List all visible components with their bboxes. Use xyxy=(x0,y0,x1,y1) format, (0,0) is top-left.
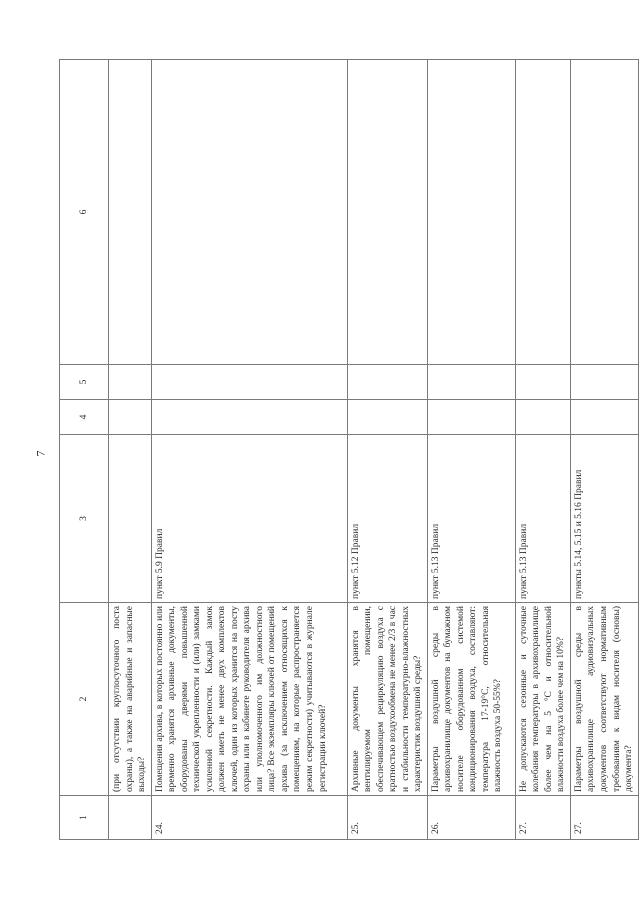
row-col-5 xyxy=(570,365,638,400)
row-col-4 xyxy=(151,400,347,435)
row-reference: пункт 5.13 Правил xyxy=(515,435,570,603)
header-col-2: 2 xyxy=(60,603,109,796)
row-reference: пункт 5.9 Правил xyxy=(151,435,347,603)
row-question: Параметры воздушной среды в архивохранилище документов на бумажном носителе оборудованном системой кондиционирования воздуха, составляют: температура 17-19°С, относительная влажность воздуха 50-55%? xyxy=(427,603,515,796)
row-question: Помещения архива, в которых постоянно или временно хранятся архивные документы, оборудованы дверями повышенной технической укрепленности и (или) замками усиленной секретности. Каждый замок должен иметь не менее двух комплектов ключей, один из которых хранится на посту охраны или в кабинете руководителя архива или уполномоченного им должностного лица? Все экземпляры ключей от помещений архива (за исключением относящихся к помещениям, на которые распространяется режим секретности) учитываются в журнале регистрации ключей? xyxy=(151,603,347,796)
table-row xyxy=(109,60,152,840)
row-col-6 xyxy=(347,60,427,365)
row-reference: пункт 5.13 Правил xyxy=(427,435,515,603)
row-number: 25. xyxy=(347,796,427,840)
row-col-5 xyxy=(151,365,347,400)
row-col-6 xyxy=(570,60,638,365)
table-row xyxy=(427,60,515,840)
row-number: 26. xyxy=(427,796,515,840)
table-row xyxy=(570,60,638,840)
table-row xyxy=(515,60,570,840)
table-row xyxy=(151,60,347,840)
page-number: 7 xyxy=(33,450,48,457)
table-row xyxy=(347,60,427,840)
row-question: Параметры воздушной среды в архивохранилище аудиовизуальных документов соответствуют нормативным требованиям к видам носителя (основы) документа? xyxy=(570,603,638,796)
row-col-5 xyxy=(427,365,515,400)
row-reference xyxy=(109,435,152,603)
row-reference: пункт 5.12 Правил xyxy=(347,435,427,603)
header-row xyxy=(60,60,109,840)
row-col-6 xyxy=(151,60,347,365)
row-number: 27. xyxy=(570,796,638,840)
row-col-5 xyxy=(347,365,427,400)
row-number: 24. xyxy=(151,796,347,840)
row-question: Архивные документы хранятся в вентилируемом помещении, обеспечивающем рециркуляцию воздуха с кратностью воздухообмена не менее 2/3 в час и стабильности температурно-влажностных характеристик воздушной среды? xyxy=(347,603,427,796)
row-col-4 xyxy=(347,400,427,435)
header-col-4: 4 xyxy=(60,400,109,435)
row-col-5 xyxy=(109,365,152,400)
table-wrapper xyxy=(59,60,635,840)
row-col-4 xyxy=(515,400,570,435)
row-col-4 xyxy=(427,400,515,435)
row-col-6 xyxy=(515,60,570,365)
row-number xyxy=(109,796,152,840)
header-col-3: 3 xyxy=(60,435,109,603)
checklist-table xyxy=(59,59,639,840)
row-reference: пункты 5.14, 5.15 и 5.16 Правил xyxy=(570,435,638,603)
row-number: 27. xyxy=(515,796,570,840)
row-col-6 xyxy=(109,60,152,365)
header-col-1: 1 xyxy=(60,796,109,840)
row-col-4 xyxy=(570,400,638,435)
row-col-5 xyxy=(515,365,570,400)
row-question: Не допускаются сезонные и суточные колебания температуры в архивохранилище более чем на 5 °С и относительной влажности воздуха более чем на 10%? xyxy=(515,603,570,796)
header-col-6: 6 xyxy=(60,60,109,365)
row-col-6 xyxy=(427,60,515,365)
row-col-4 xyxy=(109,400,152,435)
header-col-5: 5 xyxy=(60,365,109,400)
row-question: (при отсутствии круглосуточного поста охраны), а также на аварийные и запасные выходы? xyxy=(109,603,152,796)
